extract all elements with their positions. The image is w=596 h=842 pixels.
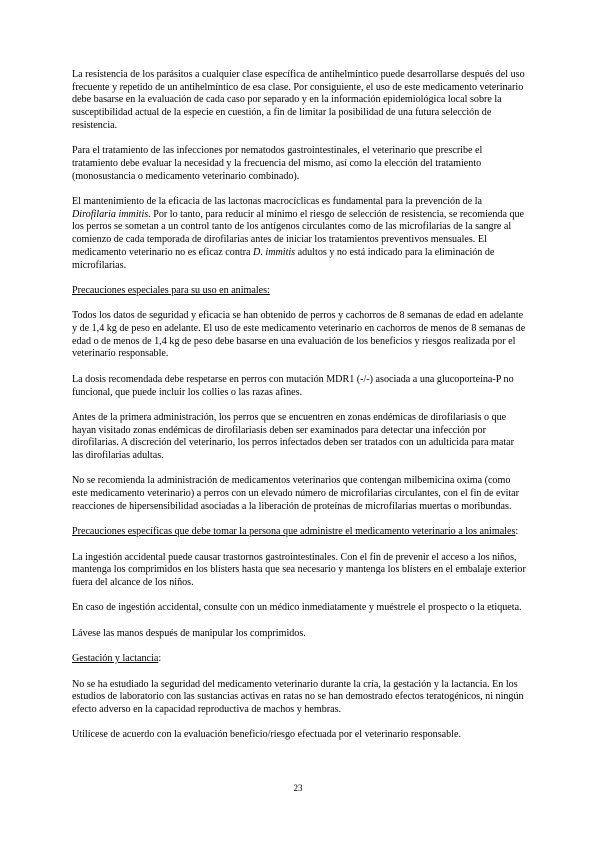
- heading-colon: :: [158, 653, 162, 665]
- text-segment: El mantenimiento de la eficacia de las lactonas macrocíclicas es fundamental para la prevención de la: [72, 196, 483, 207]
- heading-text: Precauciones específicas que debe tomar la persona que administre el medicamento veterinario a los animales: [72, 526, 516, 538]
- paragraph-accidental-ingestion: La ingestión accidental puede causar trastornos gastrointestinales. Con el fin de prevenir el acceso a los niños, mantenga los comprimidos en los blísters hasta que sea necesario y mantenga los blísters en el embalaje exterior fuera del alcance de los niños.: [72, 551, 526, 588]
- section-heading-animal-precautions: Precauciones especiales para su uso en animales:: [72, 284, 270, 296]
- heading-text: Gestación y lactancia: [72, 653, 159, 665]
- paragraph-macrocyclic-lactones: [72, 196, 526, 272]
- paragraph-safety-data: Todos los datos de seguridad y eficacia se han obtenido de perros y cachorros de 8 semanas de edad en adelante y de 1,4 kg de peso en adelante. El uso de este medicamento veterinario en cachorros de menos de 8 semanas de edad o de menos de 1,4 kg de peso debe basarse en una evaluación de los beneficios y riesgos realizada por el veterinario responsable.: [72, 310, 526, 360]
- species-name: D. immitis: [253, 246, 296, 258]
- section-heading-operator-precautions: [72, 526, 526, 539]
- paragraph-pregnancy-safety: No se ha estudiado la seguridad del medicamento veterinario durante la cría, la gestación y la lactancia. En los estudios de laboratorio con las sustancias activas en ratas no se han demostrado efectos teratogénicos, ni ningún efecto adverso en la capacidad reproductiva de machos y hembras.: [72, 678, 524, 715]
- heading-colon: :: [515, 526, 519, 538]
- document-body: [72, 69, 526, 755]
- text-segment: . Por lo tanto, para reducir al mínimo el riesgo de selección de resistencia, se recomienda que los perros se sometan a un control tanto de los antígenos circulantes como de las microfilarias de la sangre al comienzo de cada temporada de dirofilarias antes de iniciar los tratamientos preventivos mensuales. El medicamento veterinario no es eficaz contra: [72, 208, 525, 258]
- paragraph-nematodes: Para el tratamiento de las infecciones por nematodos gastrointestinales, el veterinario que prescribe el tratamiento debe evaluar la necesidad y la frecuencia del mismo, así como la elección del tratamiento (monosustancia o medicamento veterinario combinado).: [72, 145, 483, 182]
- species-name: Dirofilaria immitis: [72, 208, 149, 220]
- paragraph-wash-hands: Lávese las manos después de manipular los comprimidos.: [72, 627, 306, 639]
- page-number: 23: [293, 783, 303, 793]
- paragraph-consult-doctor: En caso de ingestión accidental, consulte con un médico inmediatamente y muéstrele el prospecto o la etiqueta.: [72, 602, 522, 614]
- paragraph-first-administration: Antes de la primera administración, los perros que se encuentren en zonas endémicas de dirofilariasis o que hayan visitado zonas endémicas de dirofilariasis deben ser examinados para detectar una infección por dirofilarias. A discreción del veterinario, los perros infectados deben ser tratados con un adulticida para matar las dirofilarias adultas.: [72, 411, 515, 461]
- paragraph-microfilariae: No se recomienda la administración de medicamentos veterinarios que contengan milbemicina oxima (como este medicamento veterinario) a perros con un elevado número de microfilarias circulantes, con el fin de evitar reacciones de hipersensibilidad asociadas a la liberación de proteínas de microfilarias muertas o moribundas.: [72, 475, 520, 512]
- section-heading-pregnancy: [72, 653, 526, 666]
- text-segment: adultos y no está indicado para la eliminación de microfilarias.: [72, 246, 495, 271]
- paragraph-benefit-risk: Utilícese de acuerdo con la evaluación beneficio/riesgo efectuada por el veterinario responsable.: [72, 729, 461, 741]
- paragraph-resistance: La resistencia de los parásitos a cualquier clase específica de antihelmíntico puede desarrollarse después del uso frecuente y repetido de un antihelmíntico de esa clase. Por consiguiente, el uso de este medicamento veterinario debe basarse en la evaluación de cada caso por separado y en la información epidemiológica local sobre la susceptibilidad actual de la especie en cuestión, a fin de limitar la posibilidad de una futura selección de resistencia.: [72, 69, 525, 131]
- paragraph-mdr1: La dosis recomendada debe respetarse en perros con mutación MDR1 (-/-) asociada a una glucoporteína-P no funcional, que puede incluir los collies o las razas afines.: [72, 373, 514, 398]
